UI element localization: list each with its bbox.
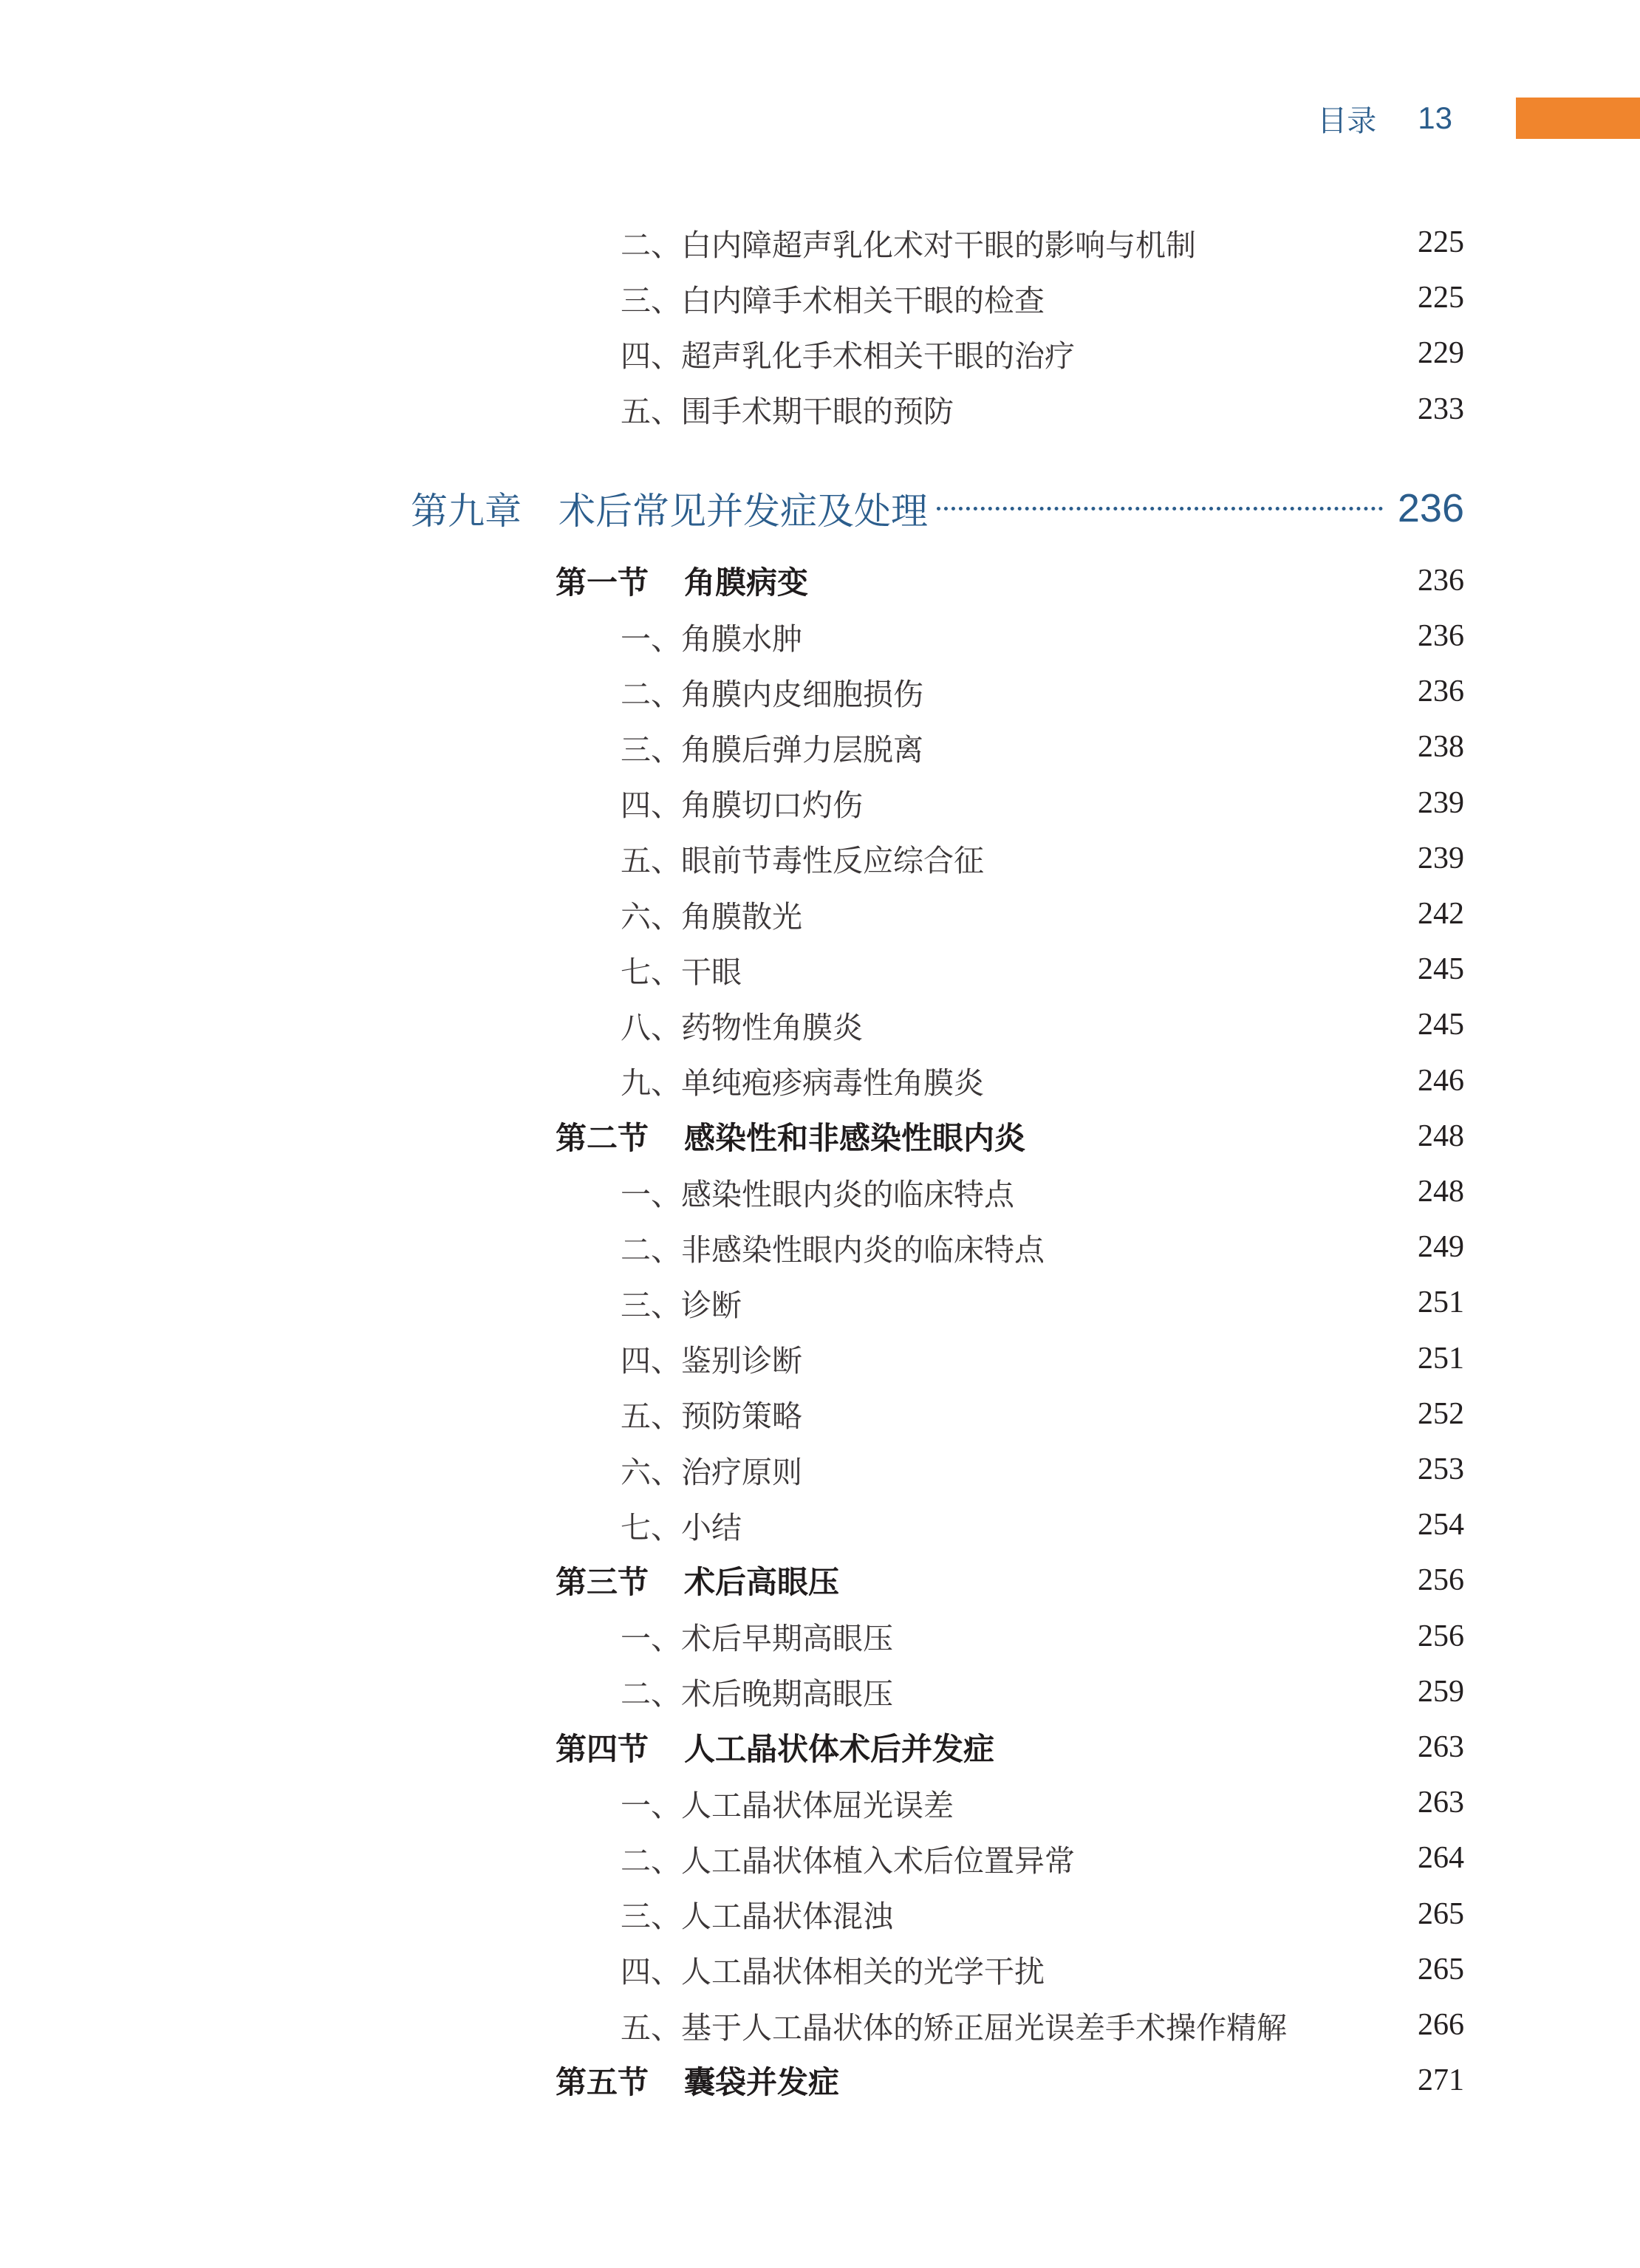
header-page-number: 13	[1418, 100, 1452, 135]
toc-item-page: 239	[1418, 785, 1464, 820]
section-number: 第四节	[556, 1731, 649, 1767]
section-heading	[556, 559, 808, 603]
toc-item-label: 五、围手术期干眼的预防	[621, 394, 954, 430]
toc-item-label: 三、诊断	[621, 1287, 742, 1323]
toc-item-page: 266	[1418, 2008, 1464, 2042]
toc-item-page: 252	[1418, 1396, 1464, 1431]
toc-item-label: 三、角膜后弹力层脱离	[621, 731, 923, 768]
toc-item-page: 236	[1418, 674, 1464, 709]
toc-item	[0, 1053, 1640, 1109]
toc-item-page: 245	[1418, 952, 1464, 987]
toc-item-label: 二、非感染性眼内炎的临床特点	[621, 1232, 1045, 1268]
toc-item-page: 264	[1418, 1841, 1464, 1876]
toc-item	[0, 1497, 1640, 1553]
toc-item-page: 254	[1418, 1508, 1464, 1543]
section-page: 256	[1418, 1563, 1464, 1598]
toc-item-page: 225	[1418, 281, 1464, 315]
toc-item	[0, 886, 1640, 942]
toc-item-label: 二、角膜内皮细胞损伤	[621, 676, 923, 712]
toc-item	[0, 381, 1640, 437]
toc-item-page: 229	[1418, 336, 1464, 371]
toc-item	[0, 1886, 1640, 1942]
section-title: 囊袋并发症	[684, 2064, 840, 2101]
toc-item-label: 六、角膜散光	[621, 898, 802, 935]
section-page: 271	[1418, 2063, 1464, 2098]
toc-item-label: 四、超声乳化手术相关干眼的治疗	[621, 338, 1075, 374]
toc-item-label: 四、角膜切口灼伤	[621, 788, 863, 824]
toc-item	[0, 1941, 1640, 1998]
toc-item-label: 一、人工晶状体屈光误差	[621, 1787, 954, 1823]
toc-item-page: 245	[1418, 1008, 1464, 1042]
toc-item-page: 251	[1418, 1285, 1464, 1320]
toc-item	[0, 1997, 1640, 2053]
toc-section	[0, 2052, 1640, 2108]
chapter-page: 236	[1397, 485, 1464, 530]
toc-item-label: 五、基于人工晶状体的矫正屈光误差手术操作精解	[621, 2009, 1287, 2046]
section-title: 人工晶状体术后并发症	[684, 1731, 995, 1767]
toc-item-label: 五、眼前节毒性反应综合征	[621, 843, 984, 879]
toc-item-page: 259	[1418, 1674, 1464, 1709]
toc-item-page: 265	[1418, 1896, 1464, 1931]
toc-section	[0, 1719, 1640, 1775]
section-number: 第三节	[556, 1564, 649, 1601]
toc-item	[0, 1219, 1640, 1275]
toc-item-label: 六、治疗原则	[621, 1454, 802, 1490]
toc-item-page: 233	[1418, 392, 1464, 426]
section-number: 第二节	[556, 1119, 649, 1156]
section-page: 248	[1418, 1118, 1464, 1153]
toc-item	[0, 1775, 1640, 1831]
toc-item-page: 248	[1418, 1175, 1464, 1209]
toc-item-label: 九、单纯疱疹病毒性角膜炎	[621, 1065, 984, 1101]
section-heading	[556, 1558, 839, 1602]
section-number: 第一节	[556, 564, 649, 601]
toc-item-label: 四、鉴别诊断	[621, 1343, 802, 1379]
toc-item	[0, 1664, 1640, 1720]
toc-item	[0, 1386, 1640, 1442]
toc-item-page: 253	[1418, 1452, 1464, 1486]
toc-item	[0, 1830, 1640, 1886]
toc-item-label: 一、术后早期高眼压	[621, 1621, 893, 1657]
toc-item	[0, 214, 1640, 270]
toc-item-label: 八、药物性角膜炎	[621, 1009, 863, 1045]
toc-item	[0, 1608, 1640, 1664]
section-title: 术后高眼压	[684, 1564, 840, 1601]
toc-item-page: 238	[1418, 730, 1464, 765]
toc-item-label: 七、干眼	[621, 954, 742, 990]
toc-item	[0, 775, 1640, 831]
toc-item	[0, 1164, 1640, 1220]
chapter-dot-leader	[937, 507, 1383, 510]
toc-item-label: 三、白内障手术相关干眼的检查	[621, 282, 1045, 318]
chapter-heading	[411, 482, 928, 535]
toc-item-page: 265	[1418, 1952, 1464, 1987]
toc-item	[0, 1441, 1640, 1497]
chapter-number: 第九章	[411, 489, 522, 533]
toc-item	[0, 325, 1640, 381]
toc-item-page: 256	[1418, 1619, 1464, 1653]
section-page: 236	[1418, 563, 1464, 598]
toc-item-label: 二、白内障超声乳化术对干眼的影响与机制	[621, 227, 1196, 263]
section-title: 感染性和非感染性眼内炎	[684, 1119, 1026, 1156]
toc-section	[0, 1552, 1640, 1608]
section-number: 第五节	[556, 2064, 649, 2101]
toc-item-label: 四、人工晶状体相关的光学干扰	[621, 1954, 1045, 1990]
toc-item-label: 三、人工晶状体混浊	[621, 1899, 893, 1935]
toc-item	[0, 663, 1640, 720]
toc-item	[0, 1274, 1640, 1331]
chapter-title: 术后常见并发症及处理	[558, 489, 928, 533]
toc-item-page: 246	[1418, 1063, 1464, 1098]
toc-item-label: 五、预防策略	[621, 1398, 802, 1435]
header-title: 目录	[1317, 103, 1377, 138]
section-title: 角膜病变	[684, 564, 809, 601]
toc-item	[0, 1331, 1640, 1387]
section-page: 263	[1418, 1730, 1464, 1764]
toc-item-label: 一、感染性眼内炎的临床特点	[621, 1176, 1014, 1212]
toc-item-page: 263	[1418, 1786, 1464, 1820]
toc-item	[0, 270, 1640, 326]
toc-item-page: 249	[1418, 1230, 1464, 1265]
toc-item-label: 二、术后晚期高眼压	[621, 1676, 893, 1712]
toc-item	[0, 608, 1640, 664]
toc-chapter	[0, 475, 1640, 542]
toc-item-page: 236	[1418, 619, 1464, 653]
section-heading	[556, 2058, 839, 2103]
toc-section	[0, 1108, 1640, 1164]
toc-item-page: 225	[1418, 225, 1464, 259]
toc-item-page: 251	[1418, 1341, 1464, 1376]
toc-item-page: 239	[1418, 841, 1464, 875]
toc-item	[0, 719, 1640, 775]
toc-item-label: 二、人工晶状体植入术后位置异常	[621, 1842, 1075, 1879]
toc-item-page: 242	[1418, 897, 1464, 931]
toc-item-label: 一、角膜水肿	[621, 621, 802, 657]
toc-item-label: 七、小结	[621, 1509, 742, 1545]
section-heading	[556, 1725, 994, 1769]
page-header	[1317, 96, 1640, 140]
header-accent-bar	[1516, 98, 1640, 139]
toc-item	[0, 830, 1640, 887]
toc-section	[0, 553, 1640, 609]
section-heading	[556, 1114, 1025, 1158]
toc-item	[0, 997, 1640, 1053]
toc-item	[0, 941, 1640, 997]
